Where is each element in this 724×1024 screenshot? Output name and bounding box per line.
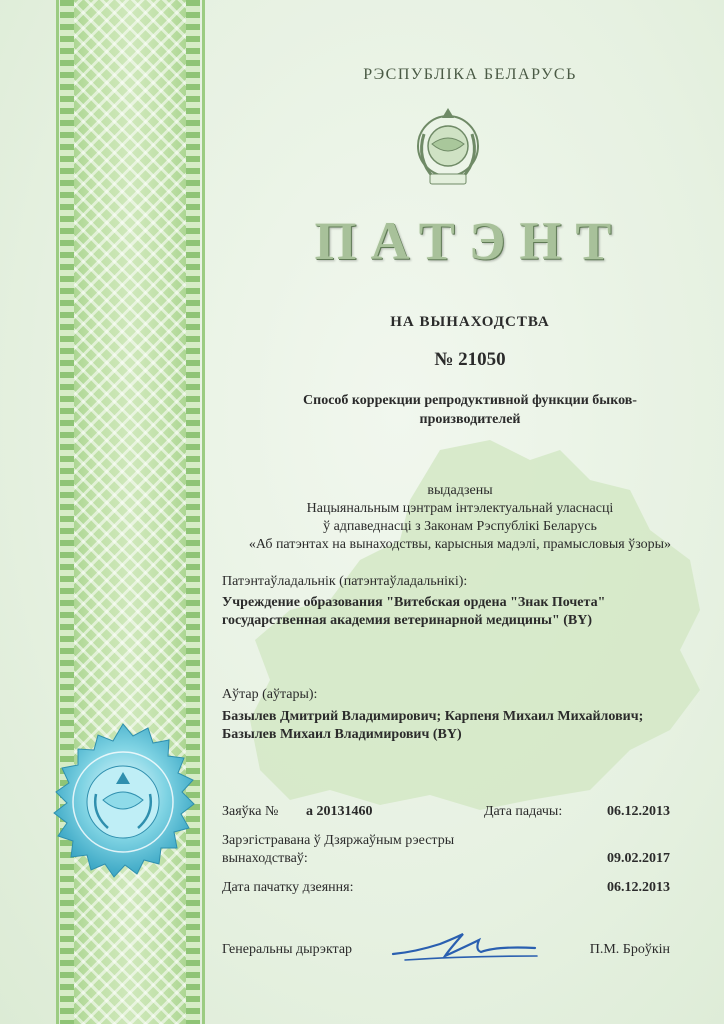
invention-title-line: Способ коррекции репродуктивной функции быков- [303, 393, 637, 408]
filing-date-label: Дата падачы: [484, 804, 563, 819]
application-label: Заяўка № [222, 804, 279, 819]
issued-line: «Аб патэнтах на вынаходствы, карысныя мадэлі, прамысловыя ўзоры» [248, 537, 672, 552]
issued-by-block [200, 482, 720, 554]
handwritten-signature [385, 922, 545, 972]
authors-label: Аўтар (аўтары): [222, 687, 318, 702]
authors-line: Базылев Михаил Владимирович (BY) [222, 727, 462, 742]
registration-label: Зарэгістравана ў Дзяржаўным рэестры [222, 833, 455, 848]
holder-line: Учреждение образования "Витебская ордена "Знак Почета" [222, 595, 606, 610]
invention-title-line: производителей [419, 412, 521, 427]
holder-value [222, 594, 670, 630]
patent-number: № 21050 [434, 349, 506, 370]
signatory-position: Генеральны дырэктар [222, 942, 353, 957]
country-name: РЭСПУБЛІКА БЕЛАРУСЬ [363, 66, 577, 83]
validity-date: 06.12.2013 [607, 880, 670, 895]
filing-date: 06.12.2013 [607, 804, 670, 819]
holographic-seal [38, 722, 208, 892]
issued-line: ў адпаведнасці з Законам Рэспублікі Беларусь [323, 519, 597, 534]
registration-label: вынаходстваў: [222, 851, 308, 866]
registration-row [222, 832, 670, 868]
invention-title [250, 391, 690, 429]
document-subtitle: НА ВЫНАХОДСТВА [390, 314, 550, 330]
validity-label: Дата пачатку дзеяння: [222, 880, 354, 895]
authors-line: Базылев Дмитрий Владимирович; Карпеня Михаил Михайлович; [222, 709, 644, 724]
application-number: a 20131460 [306, 804, 373, 819]
application-row [222, 804, 670, 820]
signatory-name: П.М. Броўкін [589, 942, 670, 957]
issued-line: Нацыянальным цэнтрам інтэлектуальнай уласнасці [306, 501, 614, 516]
issued-line: выдадзены [427, 483, 493, 498]
authors-value [222, 708, 670, 744]
registration-date: 09.02.2017 [607, 851, 670, 866]
holder-line: государственная академия ветеринарной медицины" (BY) [222, 613, 593, 628]
document-title: ПАТЭНТ [314, 211, 626, 271]
validity-row [222, 880, 670, 896]
holder-label: Патэнтаўладальнік (патэнтаўладальнікі): [222, 574, 468, 589]
state-emblem-icon [410, 104, 486, 194]
